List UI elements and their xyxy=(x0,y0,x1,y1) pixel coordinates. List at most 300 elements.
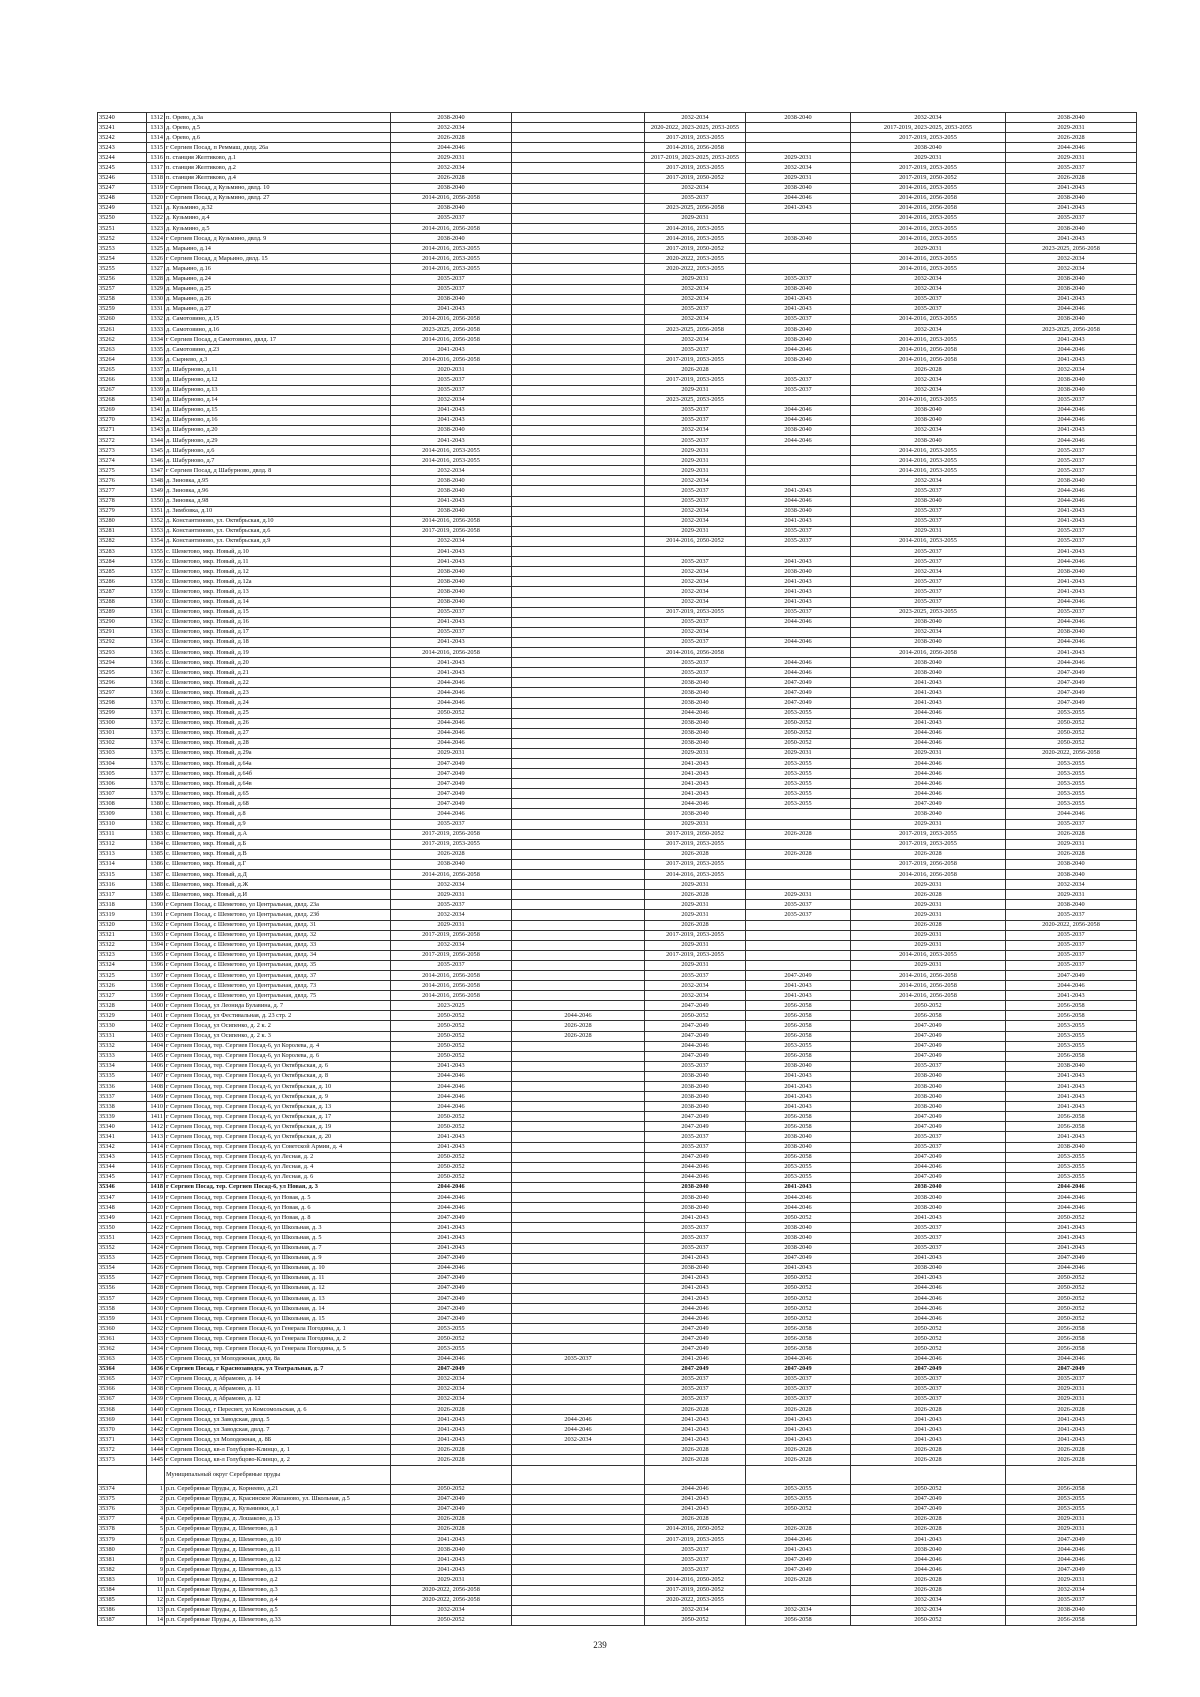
row-number-cell: 1355 xyxy=(147,547,165,557)
period-cell-6: 2032-2034 xyxy=(1006,1585,1137,1595)
row-id-cell: 35321 xyxy=(98,930,147,940)
period-cell-4 xyxy=(746,1465,851,1484)
row-number-cell: 1338 xyxy=(147,375,165,385)
row-id-cell: 35350 xyxy=(98,1223,147,1233)
period-cell-6: 2053-2055 xyxy=(1006,759,1137,769)
period-cell-5: 2047-2049 xyxy=(851,1504,1006,1514)
period-cell-1: 2047-2049 xyxy=(391,1213,512,1223)
period-cell-3: 2044-2046 xyxy=(645,799,746,809)
row-id-cell: 35378 xyxy=(98,1524,147,1534)
row-id-cell: 35259 xyxy=(98,304,147,314)
row-number-cell: 4 xyxy=(147,1514,165,1524)
period-cell-3: 2014-2016, 2053-2055 xyxy=(645,224,746,234)
period-cell-4: 2038-2040 xyxy=(746,113,851,123)
table-row xyxy=(98,1384,1137,1394)
period-cell-6: 2047-2049 xyxy=(1006,970,1137,980)
row-id-cell: 35376 xyxy=(98,1504,147,1514)
period-cell-6: 2056-2058 xyxy=(1006,1334,1137,1344)
period-cell-3: 2038-2040 xyxy=(645,1203,746,1213)
period-cell-2 xyxy=(512,1344,645,1354)
period-cell-1: 2026-2028 xyxy=(391,849,512,859)
address-cell: г Сергиев Посад, тер. Сергиев Посад-6, ул Октябрьская, д. 13 xyxy=(165,1102,391,1112)
row-id-cell: 35322 xyxy=(98,940,147,950)
row-id-cell: 35320 xyxy=(98,920,147,930)
period-cell-6: 2044-2046 xyxy=(1006,345,1137,355)
period-cell-6: 2026-2028 xyxy=(1006,829,1137,839)
period-cell-6: 2041-2043 xyxy=(1006,647,1137,657)
row-number-cell: 1400 xyxy=(147,1001,165,1011)
period-cell-6: 2047-2049 xyxy=(1006,1364,1137,1374)
row-number-cell: 7 xyxy=(147,1545,165,1555)
period-cell-5: 2035-2037 xyxy=(851,597,1006,607)
table-row xyxy=(98,324,1137,334)
table-row xyxy=(98,264,1137,274)
period-cell-5: 2014-2016, 2053-2055 xyxy=(851,950,1006,960)
period-cell-4 xyxy=(746,547,851,557)
period-cell-3: 2035-2037 xyxy=(645,1555,746,1565)
row-number-cell: 1323 xyxy=(147,224,165,234)
period-cell-6: 2020-2022, 2056-2058 xyxy=(1006,920,1137,930)
row-id-cell: 35373 xyxy=(98,1455,147,1465)
address-cell: г Сергиев Посад, д Абрамово, д. 12 xyxy=(165,1394,391,1404)
table-row xyxy=(98,1283,1137,1293)
period-cell-4: 2035-2037 xyxy=(746,1384,851,1394)
period-cell-6: 2038-2040 xyxy=(1006,870,1137,880)
table-row xyxy=(98,1504,1137,1514)
table-row xyxy=(98,577,1137,587)
period-cell-4: 2038-2040 xyxy=(746,284,851,294)
address-cell: г Сергиев Посад, г Пересвет, ул Комсомольская, д. 6 xyxy=(165,1405,391,1415)
period-cell-2 xyxy=(512,1504,645,1514)
period-cell-3: 2032-2034 xyxy=(645,314,746,324)
period-cell-3: 2017-2019, 2053-2055 xyxy=(645,859,746,869)
table-row xyxy=(98,1203,1137,1213)
period-cell-6: 2029-2031 xyxy=(1006,123,1137,133)
period-cell-2 xyxy=(512,536,645,546)
period-cell-2 xyxy=(512,1233,645,1243)
row-number-cell: 1404 xyxy=(147,1041,165,1051)
address-cell: с. Шеметово, мкр. Новый, д.29а xyxy=(165,748,391,758)
period-cell-6: 2029-2031 xyxy=(1006,1524,1137,1534)
period-cell-5: 2035-2037 xyxy=(851,304,1006,314)
table-row xyxy=(98,1314,1137,1324)
period-cell-1: 2044-2046 xyxy=(391,1193,512,1203)
period-cell-4: 2047-2049 xyxy=(746,1565,851,1575)
row-number-cell: 1416 xyxy=(147,1162,165,1172)
address-cell: с. Шеметово, мкр. Новый, д.12а xyxy=(165,577,391,587)
period-cell-6: 2041-2043 xyxy=(1006,1243,1137,1253)
period-cell-4: 2029-2031 xyxy=(746,153,851,163)
period-cell-1: 2047-2049 xyxy=(391,789,512,799)
period-cell-4: 2041-2043 xyxy=(746,991,851,1001)
period-cell-6: 2041-2043 xyxy=(1006,506,1137,516)
period-cell-2 xyxy=(512,1445,645,1455)
period-cell-6: 2038-2040 xyxy=(1006,1142,1137,1152)
period-cell-2 xyxy=(512,405,645,415)
table-row xyxy=(98,940,1137,950)
row-number-cell: 1408 xyxy=(147,1082,165,1092)
period-cell-4: 2035-2037 xyxy=(746,900,851,910)
period-cell-3: 2038-2040 xyxy=(645,718,746,728)
period-cell-6: 2023-2025, 2056-2058 xyxy=(1006,244,1137,254)
period-cell-6: 2053-2055 xyxy=(1006,1041,1137,1051)
period-cell-1: 2038-2040 xyxy=(391,113,512,123)
period-cell-1: 2014-2016, 2056-2058 xyxy=(391,314,512,324)
period-cell-5: 2035-2037 xyxy=(851,1374,1006,1384)
period-cell-1: 2047-2049 xyxy=(391,1314,512,1324)
table-row xyxy=(98,668,1137,678)
period-cell-5: 2038-2040 xyxy=(851,1092,1006,1102)
period-cell-3: 2041-2043 xyxy=(645,1435,746,1445)
row-number-cell xyxy=(147,1465,165,1484)
period-cell-5: 2029-2031 xyxy=(851,930,1006,940)
period-cell-4: 2044-2046 xyxy=(746,405,851,415)
period-cell-5: 2026-2028 xyxy=(851,1524,1006,1534)
period-cell-3: 2017-2019, 2050-2052 xyxy=(645,173,746,183)
address-cell: р.п. Серебряные Пруды, д. Шеметово, д.13 xyxy=(165,1565,391,1575)
period-cell-2 xyxy=(512,163,645,173)
address-cell: г Сергиев Посад, тер. Сергиев Посад-6, ул Октябрьская, д. 17 xyxy=(165,1112,391,1122)
table-row xyxy=(98,799,1137,809)
period-cell-3: 2020-2022, 2023-2025, 2053-2055 xyxy=(645,123,746,133)
period-cell-3: 2032-2034 xyxy=(645,113,746,123)
period-cell-4: 2056-2058 xyxy=(746,1021,851,1031)
period-cell-3: 2047-2049 xyxy=(645,1112,746,1122)
period-cell-3: 2035-2037 xyxy=(645,1061,746,1071)
period-cell-1: 2050-2052 xyxy=(391,1152,512,1162)
row-number-cell: 1384 xyxy=(147,839,165,849)
period-cell-5: 2038-2040 xyxy=(851,617,1006,627)
period-cell-1: 2047-2049 xyxy=(391,1283,512,1293)
period-cell-1: 2044-2046 xyxy=(391,1354,512,1364)
table-row xyxy=(98,658,1137,668)
period-cell-2 xyxy=(512,799,645,809)
period-cell-5: 2044-2046 xyxy=(851,1314,1006,1324)
address-cell: г Сергиев Посад, тер. Сергиев Посад-6, ул Октябрьская, д. 8 xyxy=(165,1071,391,1081)
address-cell: р.п. Серебряные Пруды, д. Шеметово, д.2 xyxy=(165,1575,391,1585)
table-row xyxy=(98,647,1137,657)
period-cell-1: 2023-2025 xyxy=(391,1001,512,1011)
period-cell-6: 2053-2055 xyxy=(1006,1152,1137,1162)
period-cell-3: 2038-2040 xyxy=(645,1092,746,1102)
period-cell-2 xyxy=(512,1605,645,1615)
address-cell: д. Кузьмино, д.32 xyxy=(165,203,391,213)
register-table xyxy=(97,112,1137,1626)
period-cell-5: 2032-2034 xyxy=(851,375,1006,385)
row-id-cell: 35336 xyxy=(98,1082,147,1092)
period-cell-1: 2032-2034 xyxy=(391,163,512,173)
period-cell-2 xyxy=(512,123,645,133)
period-cell-5: 2014-2016, 2053-2055 xyxy=(851,536,1006,546)
row-number-cell: 13 xyxy=(147,1605,165,1615)
period-cell-4: 2038-2040 xyxy=(746,567,851,577)
period-cell-4 xyxy=(746,365,851,375)
period-cell-2 xyxy=(512,647,645,657)
period-cell-4 xyxy=(746,123,851,133)
row-number-cell: 2 xyxy=(147,1494,165,1504)
row-number-cell: 1425 xyxy=(147,1253,165,1263)
period-cell-5: 2032-2034 xyxy=(851,113,1006,123)
period-cell-3: 2032-2034 xyxy=(645,991,746,1001)
period-cell-2 xyxy=(512,436,645,446)
period-cell-4: 2053-2055 xyxy=(746,779,851,789)
period-cell-2 xyxy=(512,809,645,819)
row-id-cell: 35317 xyxy=(98,890,147,900)
address-cell: с. Шеметово, мкр. Новый, д.19 xyxy=(165,647,391,657)
period-cell-3: 2017-2019, 2023-2025, 2053-2055 xyxy=(645,153,746,163)
row-id-cell: 35346 xyxy=(98,1182,147,1192)
period-cell-6: 2056-2058 xyxy=(1006,1112,1137,1122)
period-cell-5: 2038-2040 xyxy=(851,1193,1006,1203)
period-cell-3: 2035-2037 xyxy=(645,1374,746,1384)
row-id-cell: 35348 xyxy=(98,1203,147,1213)
period-cell-1: 2032-2034 xyxy=(391,910,512,920)
period-cell-3: 2026-2028 xyxy=(645,1455,746,1465)
period-cell-2 xyxy=(512,1001,645,1011)
period-cell-4: 2053-2055 xyxy=(746,1484,851,1494)
row-id-cell: 35294 xyxy=(98,658,147,668)
table-row xyxy=(98,1304,1137,1314)
row-id-cell: 35362 xyxy=(98,1344,147,1354)
row-number-cell: 1358 xyxy=(147,577,165,587)
address-cell: с. Шеметово, мкр. Новый, д.64б xyxy=(165,769,391,779)
period-cell-1: 2014-2016, 2056-2058 xyxy=(391,981,512,991)
period-cell-3: 2032-2034 xyxy=(645,425,746,435)
period-cell-5: 2029-2031 xyxy=(851,748,1006,758)
period-cell-1: 2050-2052 xyxy=(391,1011,512,1021)
period-cell-3: 2026-2028 xyxy=(645,920,746,930)
row-id-cell: 35352 xyxy=(98,1243,147,1253)
period-cell-2 xyxy=(512,1293,645,1303)
period-cell-1: 2014-2016, 2053-2055 xyxy=(391,446,512,456)
period-cell-5: 2041-2043 xyxy=(851,1273,1006,1283)
period-cell-5: 2044-2046 xyxy=(851,789,1006,799)
period-cell-2 xyxy=(512,1193,645,1203)
period-cell-1: 2041-2043 xyxy=(391,1555,512,1565)
table-row xyxy=(98,991,1137,1001)
period-cell-5: 2035-2037 xyxy=(851,577,1006,587)
period-cell-3: 2017-2019, 2053-2055 xyxy=(645,950,746,960)
period-cell-4: 2044-2046 xyxy=(746,1535,851,1545)
period-cell-2 xyxy=(512,577,645,587)
period-cell-1: 2044-2046 xyxy=(391,1263,512,1273)
period-cell-3: 2038-2040 xyxy=(645,738,746,748)
period-cell-2 xyxy=(512,1565,645,1575)
table-row xyxy=(98,1585,1137,1595)
period-cell-5: 2029-2031 xyxy=(851,910,1006,920)
period-cell-2 xyxy=(512,1394,645,1404)
period-cell-5: 2035-2037 xyxy=(851,486,1006,496)
row-number-cell: 1419 xyxy=(147,1193,165,1203)
row-id-cell: 35287 xyxy=(98,587,147,597)
period-cell-6: 2038-2040 xyxy=(1006,274,1137,284)
period-cell-6: 2050-2052 xyxy=(1006,738,1137,748)
period-cell-1: 2029-2031 xyxy=(391,1575,512,1585)
row-number-cell: 1440 xyxy=(147,1405,165,1415)
address-cell: г Сергиев Посад, д Абрамово, д. 11 xyxy=(165,1384,391,1394)
period-cell-3: 2032-2034 xyxy=(645,1605,746,1615)
row-number-cell: 1426 xyxy=(147,1263,165,1273)
table-row xyxy=(98,1011,1137,1021)
period-cell-5: 2044-2046 xyxy=(851,1293,1006,1303)
row-id-cell: 35306 xyxy=(98,779,147,789)
row-id-cell: 35246 xyxy=(98,173,147,183)
section-header-row xyxy=(98,1465,1137,1484)
row-number-cell: 1360 xyxy=(147,597,165,607)
period-cell-6: 2032-2034 xyxy=(1006,254,1137,264)
period-cell-4: 2050-2052 xyxy=(746,718,851,728)
row-id-cell: 35331 xyxy=(98,1031,147,1041)
period-cell-4 xyxy=(746,244,851,254)
period-cell-2 xyxy=(512,466,645,476)
period-cell-1: 2038-2040 xyxy=(391,476,512,486)
period-cell-1: 2014-2016, 2056-2058 xyxy=(391,224,512,234)
period-cell-6: 2041-2043 xyxy=(1006,577,1137,587)
period-cell-1: 2017-2019, 2056-2058 xyxy=(391,526,512,536)
row-id-cell: 35385 xyxy=(98,1595,147,1605)
period-cell-5: 2029-2031 xyxy=(851,960,1006,970)
period-cell-4 xyxy=(746,224,851,234)
row-number-cell: 1372 xyxy=(147,718,165,728)
period-cell-6: 2047-2049 xyxy=(1006,678,1137,688)
address-cell: д. Самотовино, д.23 xyxy=(165,345,391,355)
period-cell-2 xyxy=(512,769,645,779)
table-row xyxy=(98,143,1137,153)
table-row xyxy=(98,1374,1137,1384)
row-number-cell: 1334 xyxy=(147,335,165,345)
row-id-cell: 35304 xyxy=(98,759,147,769)
row-number-cell: 1437 xyxy=(147,1374,165,1384)
period-cell-1: 2032-2034 xyxy=(391,880,512,890)
row-id-cell: 35303 xyxy=(98,748,147,758)
row-number-cell: 1315 xyxy=(147,143,165,153)
row-number-cell: 1398 xyxy=(147,981,165,991)
period-cell-5: 2014-2016, 2056-2058 xyxy=(851,193,1006,203)
period-cell-1: 2038-2040 xyxy=(391,859,512,869)
period-cell-3: 2035-2037 xyxy=(645,668,746,678)
row-number-cell: 1356 xyxy=(147,557,165,567)
table-row xyxy=(98,950,1137,960)
period-cell-4 xyxy=(746,446,851,456)
row-id-cell: 35315 xyxy=(98,870,147,880)
period-cell-6: 2026-2028 xyxy=(1006,849,1137,859)
row-id-cell: 35354 xyxy=(98,1263,147,1273)
period-cell-1: 2035-2037 xyxy=(391,284,512,294)
period-cell-6: 2038-2040 xyxy=(1006,859,1137,869)
period-cell-2 xyxy=(512,1455,645,1465)
period-cell-5: 2038-2040 xyxy=(851,143,1006,153)
table-row xyxy=(98,153,1137,163)
period-cell-2 xyxy=(512,415,645,425)
period-cell-5: 2032-2034 xyxy=(851,1605,1006,1615)
table-row xyxy=(98,1555,1137,1565)
period-cell-3: 2014-2016, 2050-2052 xyxy=(645,536,746,546)
period-cell-5: 2038-2040 xyxy=(851,436,1006,446)
period-cell-3: 2041-2043 xyxy=(645,1504,746,1514)
period-cell-5: 2035-2037 xyxy=(851,1142,1006,1152)
period-cell-6: 2038-2040 xyxy=(1006,385,1137,395)
period-cell-6: 2047-2049 xyxy=(1006,668,1137,678)
period-cell-4: 2038-2040 xyxy=(746,506,851,516)
period-cell-1: 2014-2016, 2056-2058 xyxy=(391,870,512,880)
row-number-cell: 1347 xyxy=(147,466,165,476)
period-cell-3: 2032-2034 xyxy=(645,335,746,345)
period-cell-6: 2056-2058 xyxy=(1006,1001,1137,1011)
period-cell-5: 2014-2016, 2053-2055 xyxy=(851,264,1006,274)
period-cell-3: 2041-2043 xyxy=(645,1293,746,1303)
table-row xyxy=(98,1213,1137,1223)
period-cell-1: 2035-2037 xyxy=(391,213,512,223)
period-cell-4 xyxy=(746,395,851,405)
period-cell-4: 2047-2049 xyxy=(746,678,851,688)
period-cell-2 xyxy=(512,314,645,324)
row-number-cell: 1359 xyxy=(147,587,165,597)
period-cell-6: 2053-2055 xyxy=(1006,769,1137,779)
period-cell-6: 2038-2040 xyxy=(1006,1605,1137,1615)
address-cell: г Сергиев Посад, д Кузьмино, двлд. 9 xyxy=(165,234,391,244)
period-cell-2 xyxy=(512,849,645,859)
address-cell: с. Шеметово, мкр. Новый, д.26 xyxy=(165,718,391,728)
table-row xyxy=(98,910,1137,920)
row-id-cell: 35271 xyxy=(98,425,147,435)
period-cell-1: 2044-2046 xyxy=(391,1092,512,1102)
table-row xyxy=(98,466,1137,476)
period-cell-3: 2035-2037 xyxy=(645,415,746,425)
row-id-cell: 35249 xyxy=(98,203,147,213)
period-cell-2 xyxy=(512,375,645,385)
row-id-cell: 35347 xyxy=(98,1193,147,1203)
table-row xyxy=(98,769,1137,779)
period-cell-1: 2017-2019, 2056-2058 xyxy=(391,950,512,960)
period-cell-2 xyxy=(512,234,645,244)
period-cell-4 xyxy=(746,880,851,890)
address-cell: д. Шабурново, д.20 xyxy=(165,425,391,435)
row-id-cell xyxy=(98,1465,147,1484)
table-row xyxy=(98,163,1137,173)
period-cell-4: 2041-2043 xyxy=(746,1102,851,1112)
period-cell-5: 2044-2046 xyxy=(851,1162,1006,1172)
period-cell-3: 2038-2040 xyxy=(645,1263,746,1273)
table-row xyxy=(98,436,1137,446)
period-cell-1: 2032-2034 xyxy=(391,536,512,546)
table-row xyxy=(98,779,1137,789)
period-cell-2 xyxy=(512,224,645,234)
table-row xyxy=(98,1445,1137,1455)
period-cell-1: 2044-2046 xyxy=(391,1102,512,1112)
period-cell-4: 2026-2028 xyxy=(746,829,851,839)
period-cell-1: 2041-2043 xyxy=(391,1425,512,1435)
period-cell-5: 2038-2040 xyxy=(851,1263,1006,1273)
table-row xyxy=(98,284,1137,294)
period-cell-3: 2050-2052 xyxy=(645,1011,746,1021)
period-cell-1: 2041-2043 xyxy=(391,345,512,355)
period-cell-4: 2044-2046 xyxy=(746,617,851,627)
table-row xyxy=(98,526,1137,536)
period-cell-6: 2032-2034 xyxy=(1006,264,1137,274)
period-cell-4: 2038-2040 xyxy=(746,324,851,334)
period-cell-1: 2014-2016, 2056-2058 xyxy=(391,193,512,203)
period-cell-5: 2026-2028 xyxy=(851,849,1006,859)
table-row xyxy=(98,1494,1137,1504)
period-cell-1: 2032-2034 xyxy=(391,123,512,133)
address-cell: д. Марьино, д.24 xyxy=(165,274,391,284)
period-cell-4: 2041-2043 xyxy=(746,516,851,526)
period-cell-1: 2038-2040 xyxy=(391,577,512,587)
table-row xyxy=(98,789,1137,799)
period-cell-3: 2017-2019, 2053-2055 xyxy=(645,930,746,940)
period-cell-5: 2014-2016, 2053-2055 xyxy=(851,224,1006,234)
address-cell: п. станция Желтиково, д.4 xyxy=(165,173,391,183)
